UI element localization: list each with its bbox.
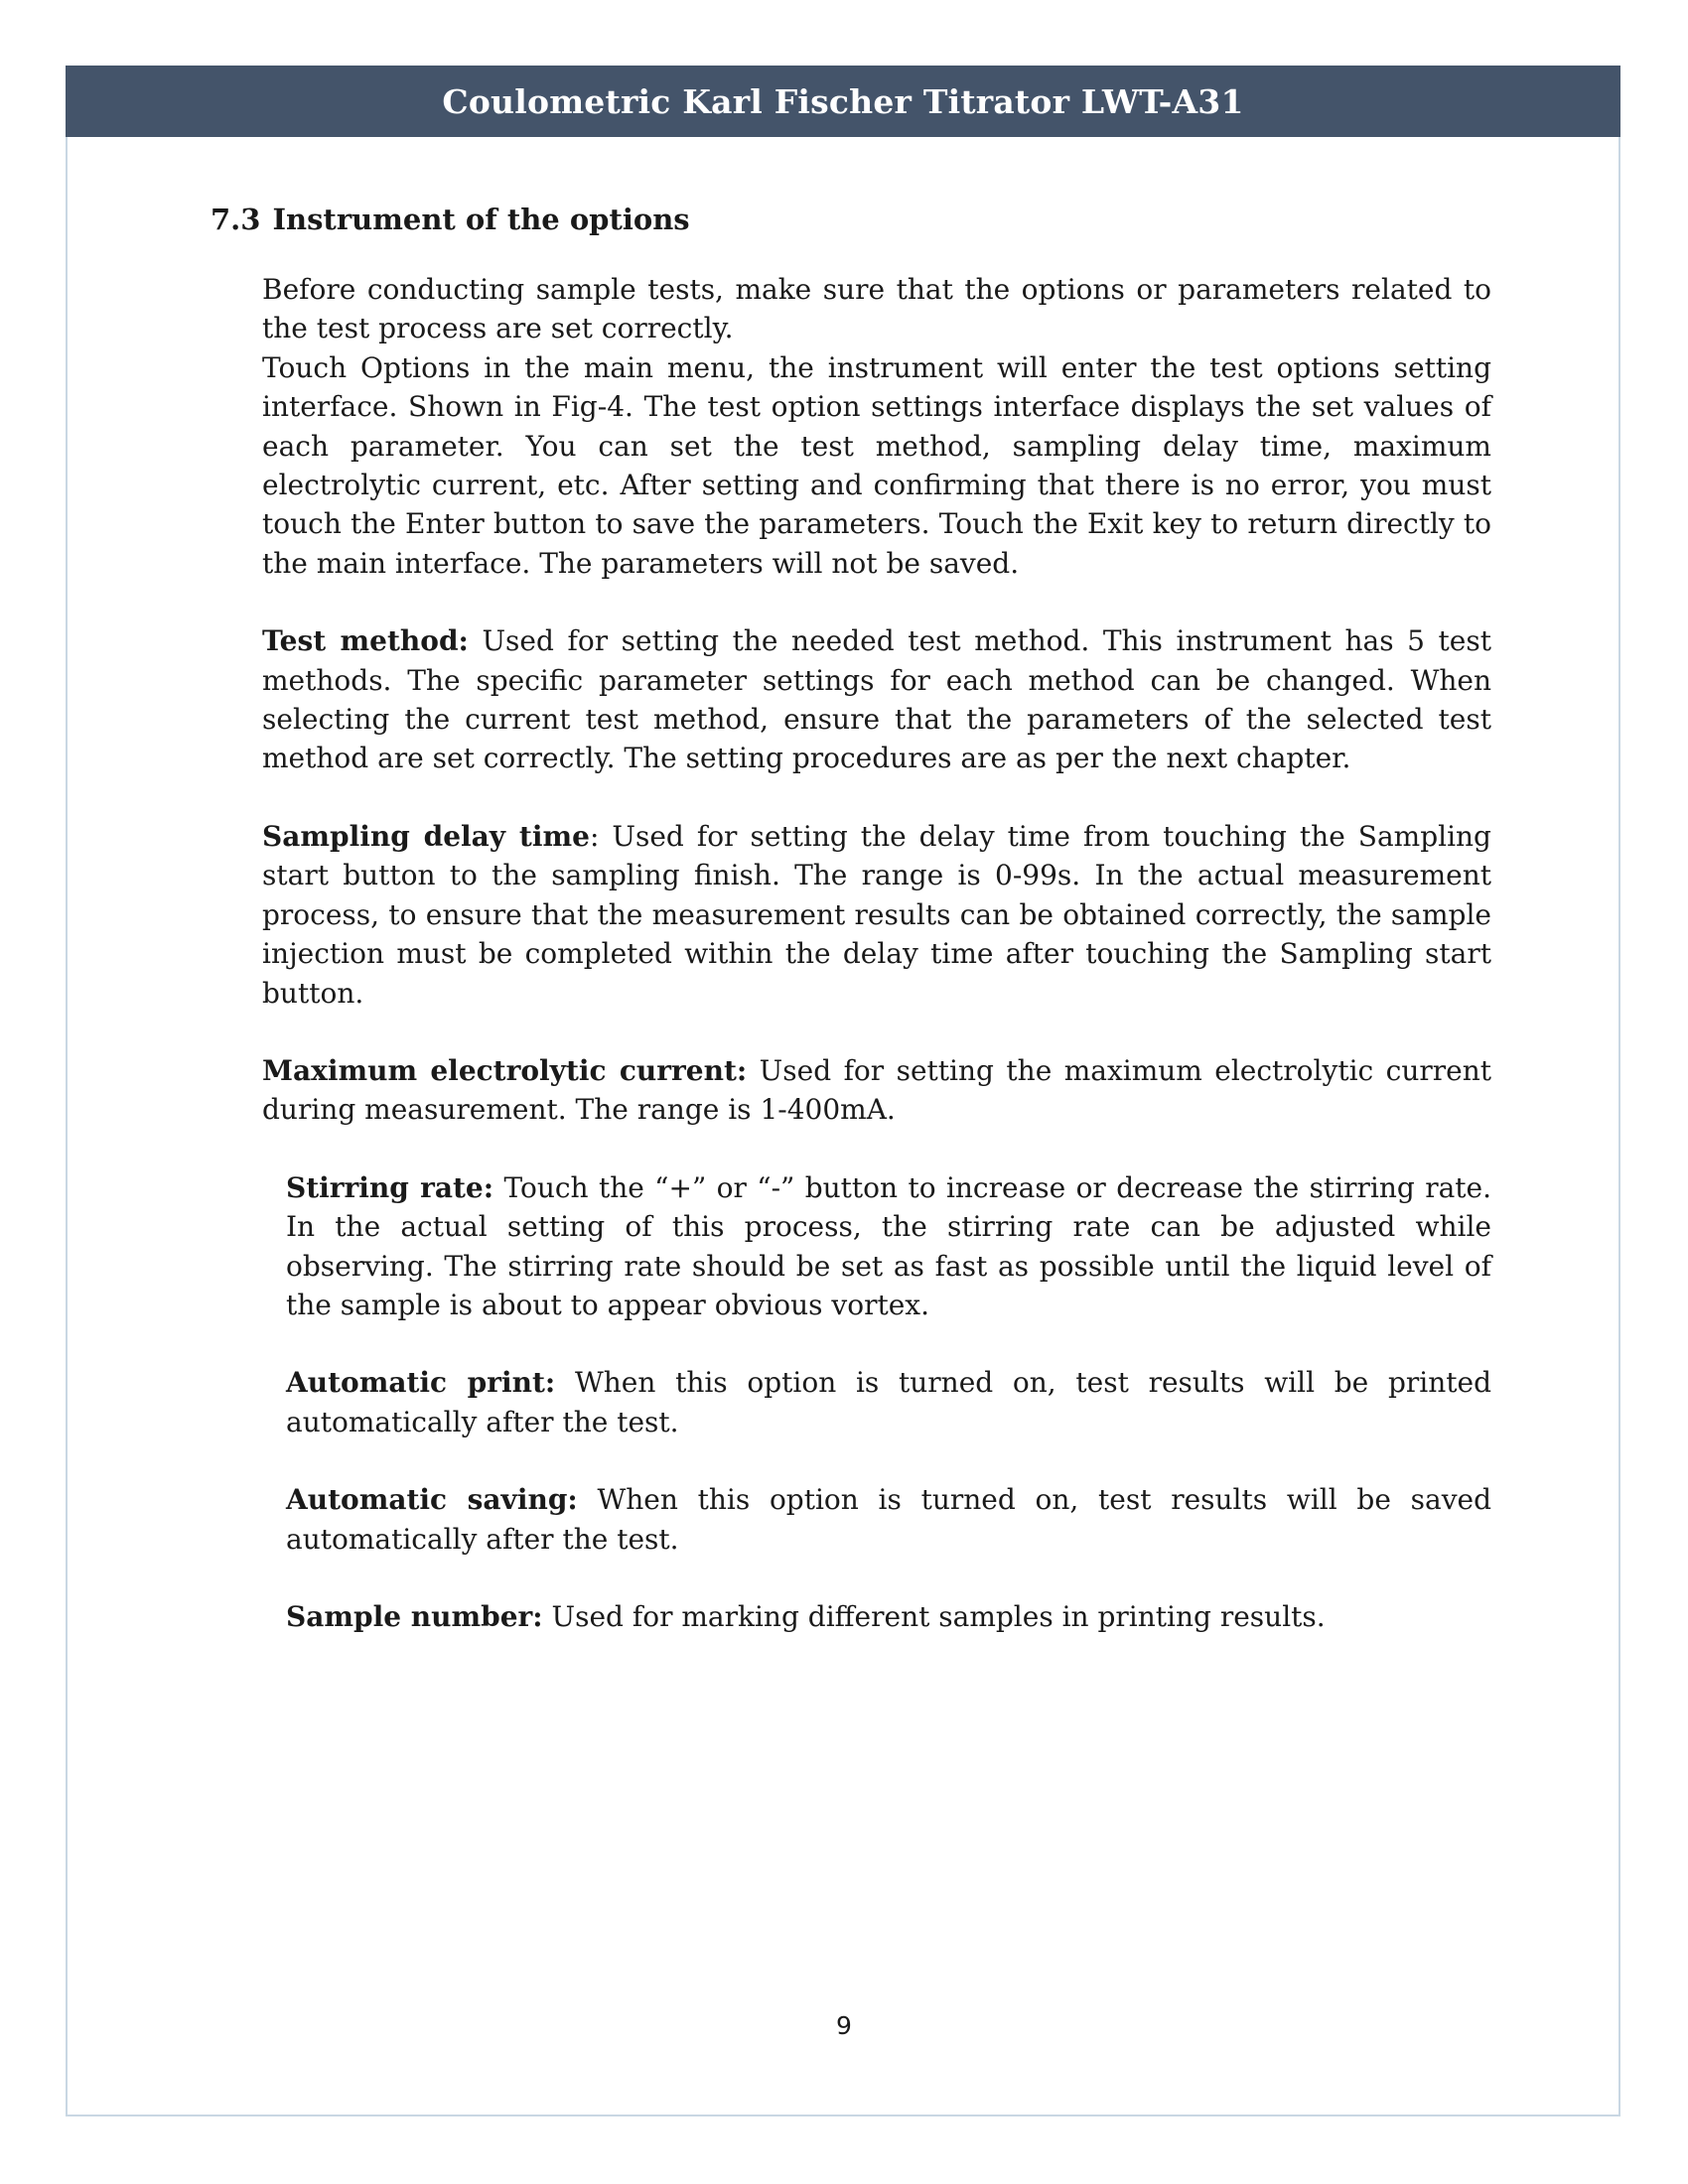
section-title: Instrument of the options	[272, 203, 690, 236]
stirring-rate-term: Stirring rate:	[286, 1170, 494, 1204]
max-current-text: Used for setting the maximum electrolytic current during measurement. The range is 1-400mA.	[262, 1053, 1491, 1127]
stirring-rate-text: Touch the “+” or “-” button to increase or decrease the stirring rate. In the actual setting of this process, the stirring rate can be adjusted while observing. The stirring rate should be set as fast as possible until the liquid level of the sample is about to appear obvious vortex.	[286, 1170, 1492, 1321]
test-method-paragraph	[262, 621, 1491, 778]
max-current-term: Maximum electrolytic current:	[262, 1053, 748, 1087]
section-heading	[211, 197, 1491, 242]
intro-paragraph-1: Before conducting sample tests, make sure that the options or parameters related to the test process are set correctly.	[262, 273, 1491, 345]
sampling-delay-term: Sampling delay time	[262, 819, 590, 853]
page-number: 9	[836, 2011, 852, 2040]
auto-print-paragraph	[286, 1363, 1491, 1441]
page-content	[211, 197, 1491, 1636]
sample-number-term: Sample number:	[286, 1599, 543, 1633]
auto-saving-term: Automatic saving:	[286, 1483, 578, 1517]
max-current-paragraph	[262, 1051, 1491, 1130]
sample-number-paragraph	[286, 1597, 1491, 1636]
test-method-term: Test method:	[262, 624, 469, 658]
auto-saving-text: When this option is turned on, test results will be saved automatically after the test.	[286, 1483, 1492, 1556]
intro-paragraph-2: Touch Options in the main menu, the instrument will enter the test options setting interface. Shown in Fig-4. The test option settings interface displays the set values of each parameter. You can set the test method, sampling delay time, maximum electrolytic current, etc. After setting and confirming that there is no error, you must touch the Enter button to save the parameters. Touch the Exit key to return directly to the main interface. The parameters will not be saved.	[262, 350, 1491, 580]
sampling-delay-text: : Used for setting the delay time from touching the Sampling start button to the sampling finish. The range is 0-99s. In the actual measurement process, to ensure that the measurement results can be obtained correctly, the sample injection must be completed within the delay time after touching the Sampling start button.	[262, 819, 1491, 1010]
section-number: 7.3	[211, 203, 261, 236]
test-method-text: Used for setting the needed test method. This instrument has 5 test methods. The specific parameter settings for each method can be changed. When selecting the current test method, ensure that the parameters of the selected test method are set correctly. The setting procedures are as per the next chapter.	[262, 624, 1491, 775]
section-body	[262, 270, 1491, 1636]
sampling-delay-paragraph	[262, 817, 1491, 1013]
sample-number-text: Used for marking different samples in printing results.	[542, 1599, 1326, 1633]
auto-print-term: Automatic print:	[286, 1366, 556, 1400]
header-bar	[66, 66, 1620, 137]
document-title: Coulometric Karl Fischer Titrator LWT-A31	[442, 81, 1244, 121]
stirring-rate-paragraph	[286, 1168, 1491, 1325]
auto-saving-paragraph	[286, 1480, 1491, 1559]
auto-print-text: When this option is turned on, test results will be printed automatically after the test.	[286, 1366, 1491, 1438]
